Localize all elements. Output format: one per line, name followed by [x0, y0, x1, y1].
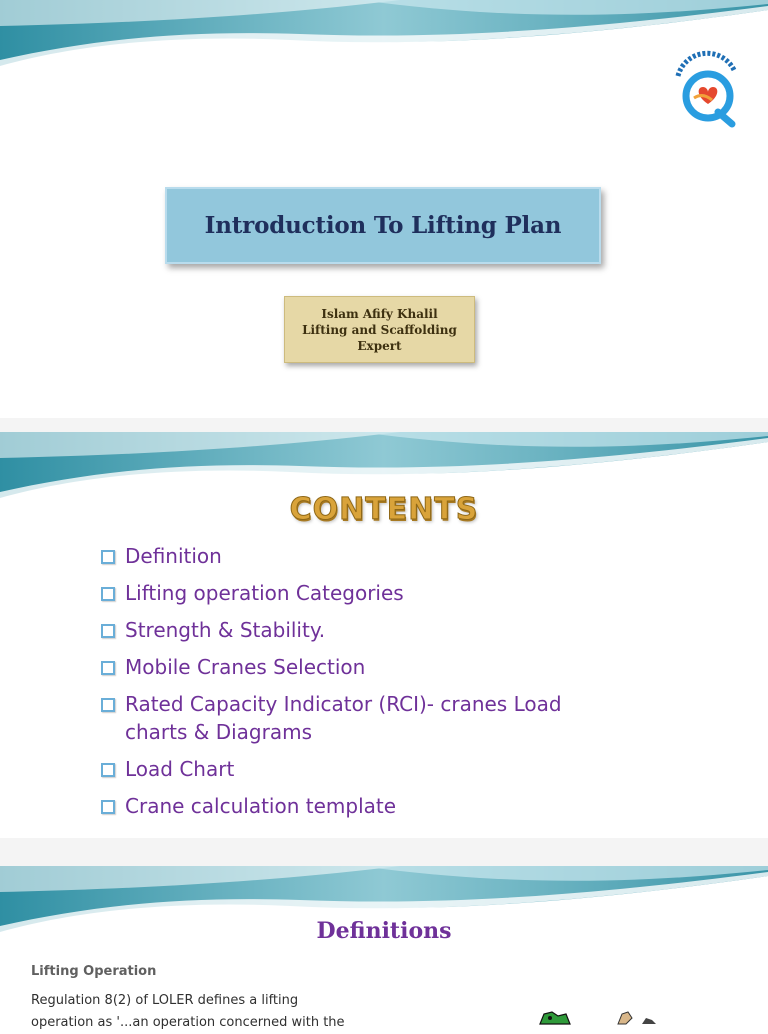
- hollow-square-bullet-icon: [101, 661, 115, 675]
- list-item: Load Chart: [98, 755, 658, 783]
- definition-subheading: Lifting Operation: [31, 964, 157, 979]
- definition-line: Regulation 8(2) of LOLER defines a lifting: [31, 993, 299, 1008]
- list-item: Lifting operation Categories: [98, 579, 658, 607]
- definition-body: [31, 990, 411, 1034]
- hollow-square-bullet-icon: [101, 763, 115, 777]
- author-box: [284, 296, 475, 363]
- hollow-square-bullet-icon: [101, 800, 115, 814]
- hollow-square-bullet-icon: [101, 624, 115, 638]
- page-gap: [0, 418, 768, 432]
- contents-heading: CONTENTS: [289, 492, 479, 527]
- hands-heart-q-logo-icon: [666, 54, 746, 128]
- list-item: Strength & Stability.: [98, 616, 658, 644]
- contents-slide: [0, 432, 768, 838]
- worker-illustration-icon: [612, 1010, 658, 1024]
- definitions-slide: [0, 866, 768, 1030]
- list-item: Crane calculation template: [98, 792, 658, 820]
- list-item: Mobile Cranes Selection: [98, 653, 658, 681]
- crane-illustration-icon: [538, 1008, 572, 1024]
- slide-title: Introduction To Lifting Plan: [204, 212, 562, 239]
- definition-line: operation as '...an operation concerned with the: [31, 1015, 345, 1030]
- author-name: Islam Afify Khalil: [321, 306, 438, 321]
- hollow-square-bullet-icon: [101, 550, 115, 564]
- list-item: Rated Capacity Indicator (RCI)- cranes Load charts & Diagrams: [98, 690, 658, 746]
- header-wave-decoration: [0, 0, 768, 70]
- title-slide: [0, 0, 768, 418]
- list-item: Definition: [98, 542, 658, 570]
- title-box: [165, 187, 601, 264]
- author-role-line-2: Expert: [357, 338, 402, 353]
- hollow-square-bullet-icon: [101, 587, 115, 601]
- hollow-square-bullet-icon: [101, 698, 115, 712]
- definitions-heading: Definitions: [316, 918, 452, 944]
- page-gap: [0, 838, 768, 866]
- contents-list: [98, 542, 658, 829]
- author-role-line-1: Lifting and Scaffolding: [302, 322, 457, 337]
